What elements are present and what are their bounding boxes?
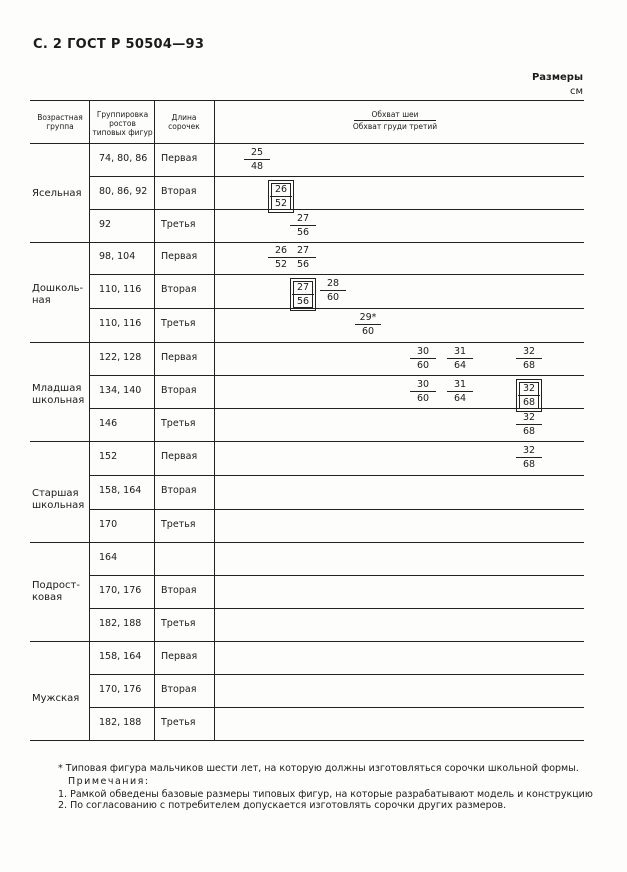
age-group-label: Дошколь-ная bbox=[32, 283, 84, 306]
chest-value: 48 bbox=[250, 160, 264, 172]
length-cell: Третья bbox=[161, 318, 196, 329]
size-fraction bbox=[410, 346, 436, 371]
length-cell: Вторая bbox=[161, 284, 197, 295]
chest-value: 64 bbox=[453, 392, 467, 404]
age-group-label: Ясельная bbox=[32, 188, 82, 199]
size-fraction bbox=[290, 278, 316, 311]
height-cell: 170, 176 bbox=[99, 584, 142, 596]
length-cell: Вторая bbox=[161, 683, 197, 695]
length-cell: Третья bbox=[161, 518, 196, 530]
row-divider bbox=[89, 509, 584, 510]
chest-value: 68 bbox=[522, 459, 536, 470]
row-divider bbox=[89, 375, 584, 376]
note-2: 2. По согласованию с потребителем допускается изготовлять сорочки других размеров. bbox=[58, 800, 507, 811]
row-divider bbox=[30, 542, 584, 543]
length-cell: Первая bbox=[161, 152, 198, 164]
row-divider bbox=[89, 674, 584, 675]
row-divider bbox=[30, 441, 584, 442]
size-fraction bbox=[244, 147, 270, 172]
neck-value: 30 bbox=[410, 346, 436, 359]
height-cell: 158, 164 bbox=[99, 485, 142, 496]
notes-title: Примечания: bbox=[68, 776, 150, 787]
height-cell: 98, 104 bbox=[99, 251, 136, 262]
col-divider-2 bbox=[154, 100, 155, 740]
chest-value: 60 bbox=[416, 392, 430, 404]
chest-value: 64 bbox=[453, 359, 467, 371]
table-top-rule bbox=[30, 100, 584, 101]
col-divider-3 bbox=[214, 100, 215, 740]
header-sub-rule bbox=[354, 120, 436, 121]
size-fraction bbox=[447, 379, 473, 404]
neck-value: 31 bbox=[447, 346, 473, 359]
neck-value: 31 bbox=[447, 379, 473, 392]
row-divider bbox=[89, 209, 584, 210]
sizes-label: Размеры bbox=[531, 72, 583, 83]
neck-value: 27 bbox=[290, 245, 316, 258]
chest-value: 60 bbox=[416, 359, 430, 371]
col-divider-1 bbox=[89, 100, 90, 740]
height-cell: 92 bbox=[99, 218, 112, 230]
row-divider bbox=[89, 408, 584, 409]
neck-value: 26 bbox=[270, 184, 292, 197]
chest-value: 56 bbox=[296, 226, 310, 238]
length-cell: Первая bbox=[161, 351, 198, 363]
size-fraction bbox=[268, 180, 294, 213]
length-cell: Третья bbox=[161, 417, 196, 429]
col-header-age-group: Возрастная группа bbox=[37, 113, 83, 131]
size-fraction bbox=[516, 412, 542, 437]
length-cell: Вторая bbox=[161, 584, 197, 596]
size-fraction bbox=[516, 346, 542, 371]
row-divider bbox=[30, 242, 584, 243]
row-divider bbox=[89, 608, 584, 609]
length-cell: Первая bbox=[161, 650, 198, 662]
length-cell: Третья bbox=[161, 218, 196, 230]
size-fraction bbox=[290, 213, 316, 238]
neck-value: 32 bbox=[516, 445, 542, 458]
height-cell: 110, 116 bbox=[99, 284, 142, 295]
row-divider bbox=[89, 475, 584, 476]
size-fraction bbox=[447, 346, 473, 371]
age-group-label: Младшая школьная bbox=[32, 383, 85, 406]
neck-value: 32 bbox=[516, 412, 542, 425]
note-1: 1. Рамкой обведены базовые размеры типовых фигур, на которые разрабатывают модель и конструкцию bbox=[58, 789, 593, 800]
height-cell: 170, 176 bbox=[99, 683, 142, 695]
length-cell: Третья bbox=[161, 617, 196, 629]
height-cell: 182, 188 bbox=[99, 716, 142, 728]
length-cell: Вторая bbox=[161, 384, 197, 396]
row-divider bbox=[89, 176, 584, 177]
height-cell: 74, 80, 86 bbox=[99, 152, 148, 164]
size-fraction bbox=[516, 379, 542, 412]
chest-value: 52 bbox=[274, 197, 288, 209]
neck-value: 32 bbox=[518, 383, 540, 396]
length-cell: Первая bbox=[161, 251, 198, 262]
row-divider bbox=[89, 274, 584, 275]
chest-value: 56 bbox=[296, 259, 310, 270]
table-bottom-rule bbox=[30, 740, 584, 741]
length-cell: Вторая bbox=[161, 485, 197, 496]
height-cell: 146 bbox=[99, 417, 118, 429]
footnote: * Типовая фигура мальчиков шести лет, на которую должны изготовляться сорочки школьной формы. bbox=[58, 763, 579, 774]
chest-value: 68 bbox=[522, 425, 536, 437]
chest-value: 52 bbox=[274, 259, 288, 270]
row-divider bbox=[89, 308, 584, 309]
size-fraction bbox=[410, 379, 436, 404]
unit-label: см bbox=[569, 86, 583, 97]
neck-value: 25 bbox=[244, 147, 270, 160]
row-divider bbox=[89, 575, 584, 576]
chest-value: 60 bbox=[361, 326, 375, 337]
chest-value: 56 bbox=[296, 296, 310, 307]
neck-value: 27 bbox=[292, 282, 314, 295]
neck-value: 26 bbox=[268, 245, 294, 258]
chest-value: 68 bbox=[522, 396, 536, 408]
height-cell: 110, 116 bbox=[99, 318, 142, 329]
height-cell: 170 bbox=[99, 518, 118, 530]
chest-value: 68 bbox=[522, 359, 536, 371]
chest-value: 60 bbox=[326, 292, 340, 303]
height-cell: 182, 188 bbox=[99, 617, 142, 629]
col-header-height-grouping: Группировка ростов типовых фигур bbox=[92, 110, 153, 137]
length-cell: Третья bbox=[161, 716, 196, 728]
length-cell: Первая bbox=[161, 451, 198, 462]
age-group-label: Старшая школьная bbox=[32, 488, 85, 511]
size-fraction bbox=[320, 278, 346, 303]
height-cell: 80, 86, 92 bbox=[99, 185, 148, 197]
length-cell: Вторая bbox=[161, 185, 197, 197]
height-cell: 164 bbox=[99, 551, 118, 563]
col-header-shirt-length: Длина сорочек bbox=[168, 113, 200, 131]
size-fraction bbox=[290, 245, 316, 270]
col-header-chest: Обхват груди третий bbox=[352, 122, 438, 131]
header-bottom-rule bbox=[30, 143, 584, 144]
neck-value: 32 bbox=[516, 346, 542, 359]
neck-value: 29* bbox=[355, 312, 381, 325]
row-divider bbox=[30, 641, 584, 642]
height-cell: 122, 128 bbox=[99, 351, 142, 363]
height-cell: 152 bbox=[99, 451, 118, 462]
height-cell: 134, 140 bbox=[99, 384, 142, 396]
neck-value: 28 bbox=[320, 278, 346, 291]
age-group-label: Мужская bbox=[32, 693, 80, 704]
row-divider bbox=[30, 342, 584, 343]
col-header-neck: Обхват шеи bbox=[371, 110, 419, 119]
page-header: С. 2 ГОСТ Р 50504—93 bbox=[33, 37, 205, 52]
neck-value: 27 bbox=[290, 213, 316, 226]
age-group-label: Подрост-ковая bbox=[32, 580, 80, 603]
size-fraction bbox=[355, 312, 381, 337]
neck-value: 30 bbox=[410, 379, 436, 392]
size-fraction bbox=[516, 445, 542, 470]
height-cell: 158, 164 bbox=[99, 650, 142, 662]
row-divider bbox=[89, 707, 584, 708]
